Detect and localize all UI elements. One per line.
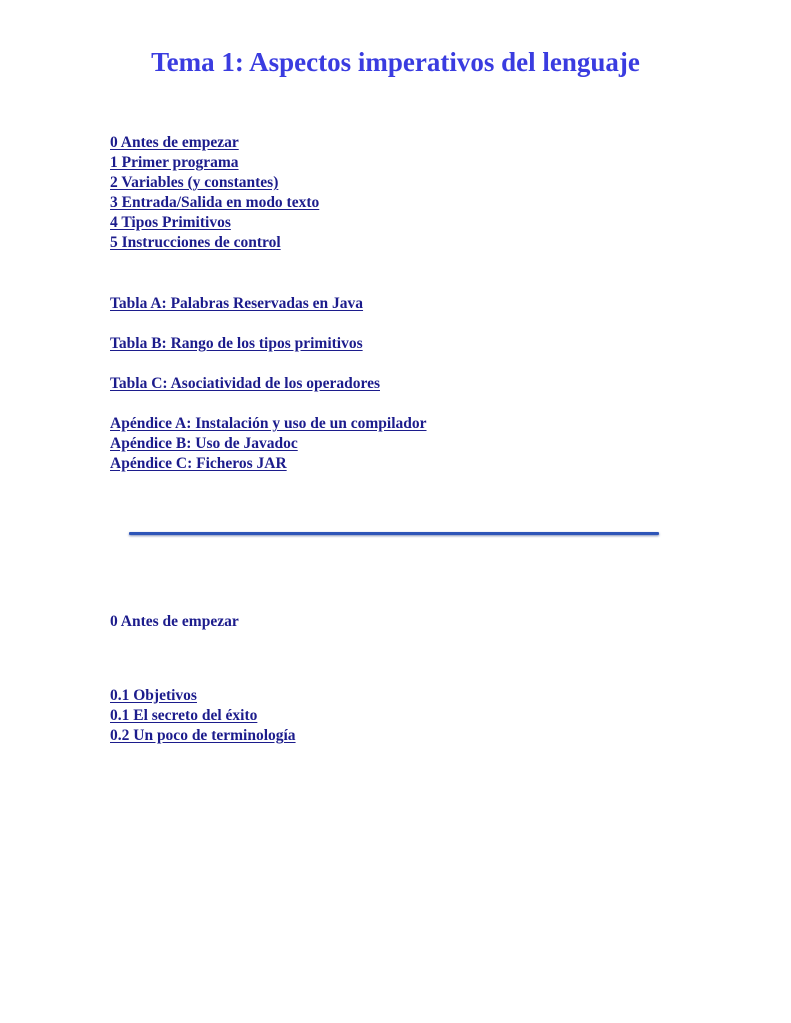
toc-link-chapter-5[interactable]: 5 Instrucciones de control (110, 234, 281, 251)
section-link-objetivos[interactable]: 0.1 Objetivos (110, 687, 197, 704)
toc-link-appendix-b[interactable]: Apéndice B: Uso de Javadoc (110, 435, 298, 452)
section-link-secreto[interactable]: 0.1 El secreto del éxito (110, 707, 258, 724)
toc-link-table-b[interactable]: Tabla B: Rango de los tipos primitivos (110, 335, 363, 352)
toc-link-chapter-3[interactable]: 3 Entrada/Salida en modo texto (110, 194, 320, 211)
toc-link-appendix-a[interactable]: Apéndice A: Instalación y uso de un compilador (110, 415, 427, 432)
section-link-terminologia[interactable]: 0.2 Un poco de terminología (110, 727, 296, 744)
section-heading: 0 Antes de empezar (110, 613, 239, 630)
toc-link-table-a[interactable]: Tabla A: Palabras Reservadas en Java (110, 295, 364, 312)
page-title: Tema 1: Aspectos imperativos del lenguaje (151, 47, 640, 77)
toc-link-chapter-4[interactable]: 4 Tipos Primitivos (110, 214, 231, 231)
toc-link-table-c[interactable]: Tabla C: Asociatividad de los operadores (110, 375, 380, 392)
toc-link-chapter-1[interactable]: 1 Primer programa (110, 154, 239, 171)
toc-link-chapter-0[interactable]: 0 Antes de empezar (110, 134, 239, 151)
toc-link-chapter-2[interactable]: 2 Variables (y constantes) (110, 174, 279, 191)
toc-link-appendix-c[interactable]: Apéndice C: Ficheros JAR (110, 455, 287, 472)
horizontal-divider (129, 532, 659, 535)
